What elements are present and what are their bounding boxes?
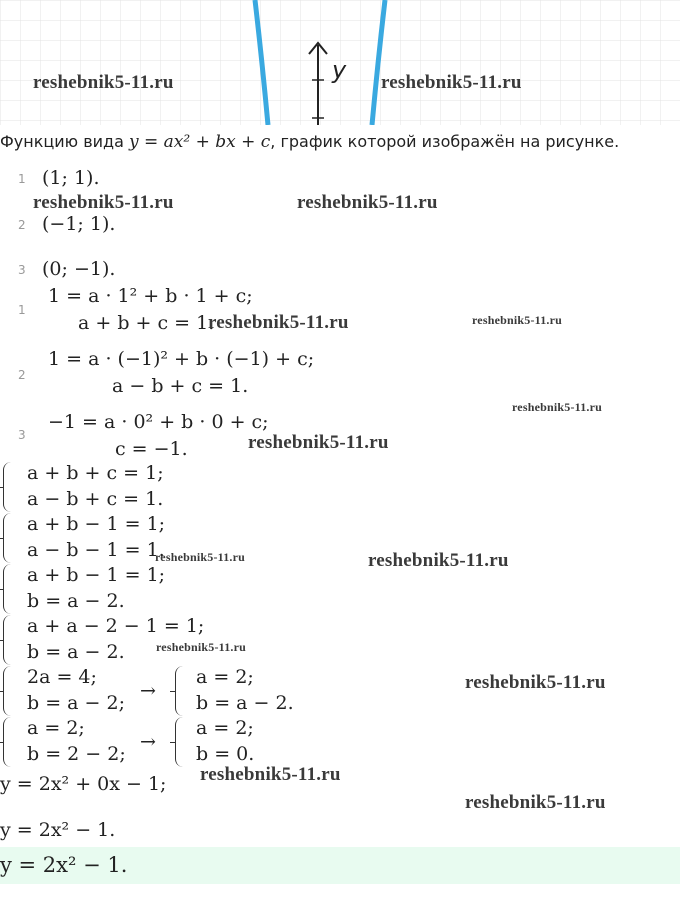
arrow-system-1-left-eq2: b = a − 2;	[27, 692, 125, 714]
arrow-system-2-right-eq2: b = 0.	[196, 743, 255, 765]
watermark: reshebnik5-11.ru	[156, 640, 246, 654]
intro-text: Функцию вида	[0, 132, 129, 151]
list-number: 1	[18, 303, 26, 317]
system-brace	[3, 615, 14, 665]
system-brace	[3, 462, 14, 512]
watermark: reshebnik5-11.ru	[248, 432, 389, 453]
intro-tail: , график которой изображён на рисунке.	[270, 132, 620, 151]
result-1: y = 2x² + 0x − 1;	[0, 773, 167, 795]
system-1-eq2: a − b + c = 1.	[27, 488, 164, 510]
arrow-system-1-right-eq2: b = a − 2.	[196, 692, 294, 714]
substitution-3-line1: −1 = a · 0² + b · 0 + c;	[48, 411, 269, 433]
system-brace	[175, 717, 186, 767]
watermark: reshebnik5-11.ru	[297, 192, 438, 213]
system-brace	[3, 717, 14, 767]
system-brace	[3, 513, 14, 563]
substitution-2-line2: a − b + c = 1.	[112, 375, 249, 397]
system-4-eq1: a + a − 2 − 1 = 1;	[27, 615, 205, 637]
watermark: reshebnik5-11.ru	[208, 312, 349, 333]
arrow-system-2-right-eq1: a = 2;	[196, 717, 254, 739]
watermark: reshebnik5-11.ru	[381, 72, 522, 93]
answer-box	[0, 847, 680, 884]
watermark: reshebnik5-11.ru	[472, 313, 562, 327]
y-axis-label: y	[332, 56, 347, 84]
arrow-system-2-left-eq2: b = 2 − 2;	[27, 743, 126, 765]
system-3-eq2: b = a − 2.	[27, 590, 125, 612]
watermark: reshebnik5-11.ru	[200, 764, 341, 785]
substitution-2-line1: 1 = a · (−1)² + b · (−1) + c;	[48, 348, 315, 370]
substitution-3-line2: c = −1.	[115, 438, 188, 460]
watermark: reshebnik5-11.ru	[512, 400, 602, 414]
list-number: 1	[18, 172, 26, 186]
system-1-eq1: a + b + c = 1;	[27, 462, 164, 484]
substitution-1-line2: a + b + c = 1.	[78, 312, 215, 334]
list-number: 2	[18, 218, 26, 232]
watermark: reshebnik5-11.ru	[465, 792, 606, 813]
arrow-system-2-left-eq1: a = 2;	[27, 717, 85, 739]
intro-formula: y = ax² + bx + c	[129, 132, 271, 152]
point-3: (0; −1).	[42, 258, 116, 280]
arrow-system-1-right-eq1: a = 2;	[196, 666, 254, 688]
system-3-eq1: a + b − 1 = 1;	[27, 564, 166, 586]
result-2: y = 2x² − 1.	[0, 819, 116, 841]
list-number: 3	[18, 428, 26, 442]
arrow-icon: →	[140, 731, 156, 753]
substitution-1-line1: 1 = a · 1² + b · 1 + c;	[48, 285, 253, 307]
watermark: reshebnik5-11.ru	[33, 72, 174, 93]
arrow-icon: →	[140, 680, 156, 702]
system-brace	[175, 666, 186, 716]
watermark: reshebnik5-11.ru	[155, 550, 245, 564]
system-2-eq2: a − b − 1 = 1.	[27, 539, 165, 561]
system-brace	[3, 666, 14, 716]
system-brace	[3, 564, 14, 614]
list-number: 2	[18, 368, 26, 382]
graph-fragment	[0, 0, 680, 125]
arrow-system-1-left-eq1: 2a = 4;	[27, 666, 97, 688]
watermark: reshebnik5-11.ru	[368, 550, 509, 571]
point-2: (−1; 1).	[42, 213, 116, 235]
intro-paragraph	[0, 132, 619, 152]
system-2-eq1: a + b − 1 = 1;	[27, 513, 166, 535]
watermark: reshebnik5-11.ru	[33, 192, 174, 213]
point-1: (1; 1).	[42, 167, 100, 189]
answer-formula: y = 2x² − 1.	[0, 853, 128, 877]
list-number: 3	[18, 263, 26, 277]
system-4-eq2: b = a − 2.	[27, 641, 125, 663]
watermark: reshebnik5-11.ru	[465, 672, 606, 693]
